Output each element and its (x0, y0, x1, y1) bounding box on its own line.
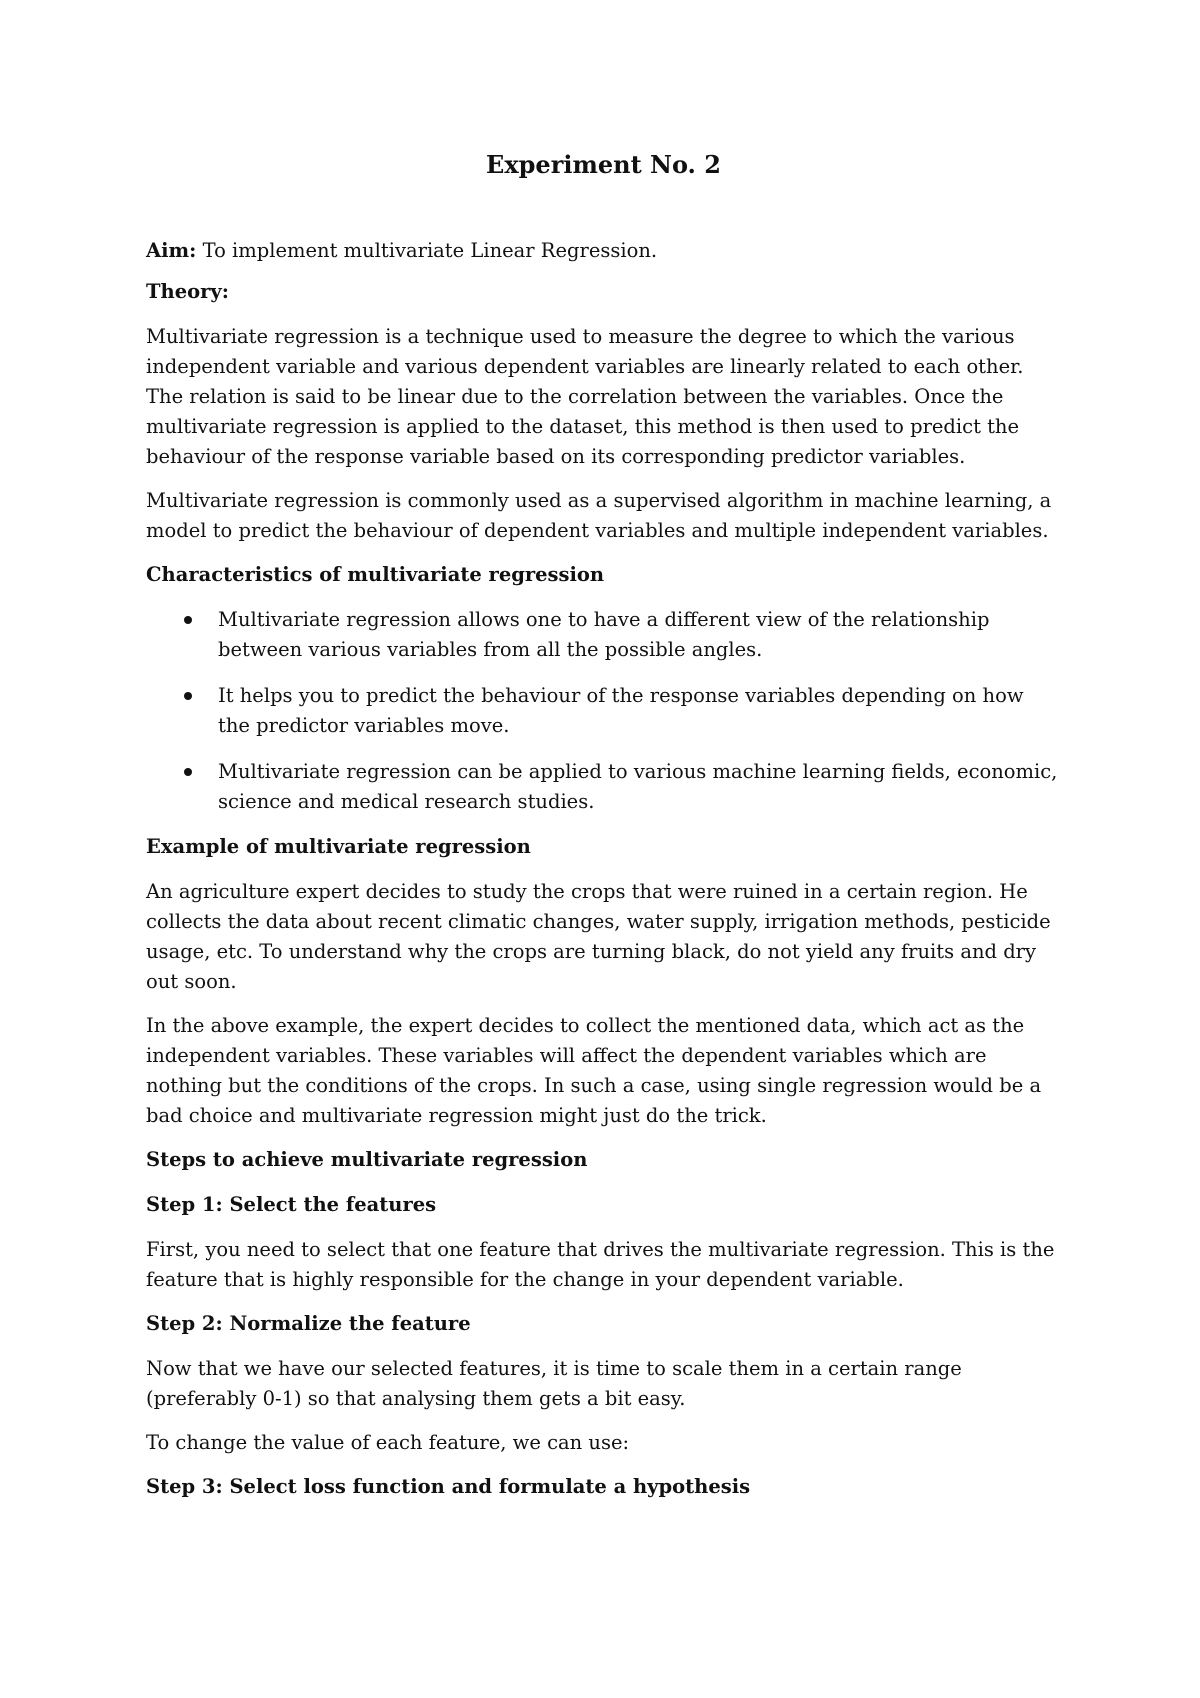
step2-heading: Step 2: Normalize the feature (146, 1312, 471, 1335)
list-item-text: Multivariate regression can be applied to various machine learning fields, economic, science and medical research studies. (218, 760, 1058, 813)
list-item (146, 757, 1061, 817)
step2-paragraph: To change the value of each feature, we can use: (146, 1431, 630, 1454)
document-content (146, 150, 1061, 1517)
theory-paragraph: Multivariate regression is commonly used as a supervised algorithm in machine learning, a model to predict the behaviour of dependent variables and multiple independent variables. (146, 489, 1052, 542)
example-paragraph: An agriculture expert decides to study the crops that were ruined in a certain region. He collects the data about recent climatic changes, water supply, irrigation methods, pesticide usage, etc. To understand why the crops are turning black, do not yield any fruits and dry out soon. (146, 880, 1051, 993)
list-item-text: Multivariate regression allows one to have a different view of the relationship between various variables from all the possible angles. (218, 608, 990, 661)
bullet-icon (184, 692, 192, 700)
theory-paragraph: Multivariate regression is a technique used to measure the degree to which the various independent variable and various dependent variables are linearly related to each other. The relation is said to be linear due to the correlation between the variables. Once the multivariate regression is applied to the dataset, this method is then used to predict the behaviour of the response variable based on its corresponding predictor variables. (146, 325, 1024, 468)
steps-heading: Steps to achieve multivariate regression (146, 1148, 588, 1171)
list-item (146, 605, 1061, 665)
aim-paragraph (146, 236, 1061, 266)
bullet-icon (184, 616, 192, 624)
example-paragraph: In the above example, the expert decides to collect the mentioned data, which act as the independent variables. These variables will affect the dependent variables which are nothing but the conditions of the crops. In such a case, using single regression would be a bad choice and multivariate regression might just do the trick. (146, 1014, 1042, 1127)
list-item-text: It helps you to predict the behaviour of the response variables depending on how the predictor variables move. (218, 684, 1024, 737)
theory-heading: Theory: (146, 280, 229, 303)
aim-label: Aim: (146, 239, 197, 262)
example-heading: Example of multivariate regression (146, 835, 531, 858)
step3-heading: Step 3: Select loss function and formulate a hypothesis (146, 1475, 751, 1498)
step1-heading: Step 1: Select the features (146, 1193, 437, 1216)
characteristics-heading: Characteristics of multivariate regression (146, 563, 605, 586)
aim-text: To implement multivariate Linear Regression. (202, 239, 658, 262)
bullet-icon (184, 768, 192, 776)
list-item (146, 681, 1061, 741)
characteristics-list (146, 605, 1061, 817)
step1-paragraph: First, you need to select that one feature that drives the multivariate regression. This is the feature that is highly responsible for the change in your dependent variable. (146, 1238, 1055, 1291)
step2-paragraph: Now that we have our selected features, it is time to scale them in a certain range (preferably 0-1) so that analysing them gets a bit easy. (146, 1357, 962, 1410)
page-title: Experiment No. 2 (486, 150, 721, 179)
